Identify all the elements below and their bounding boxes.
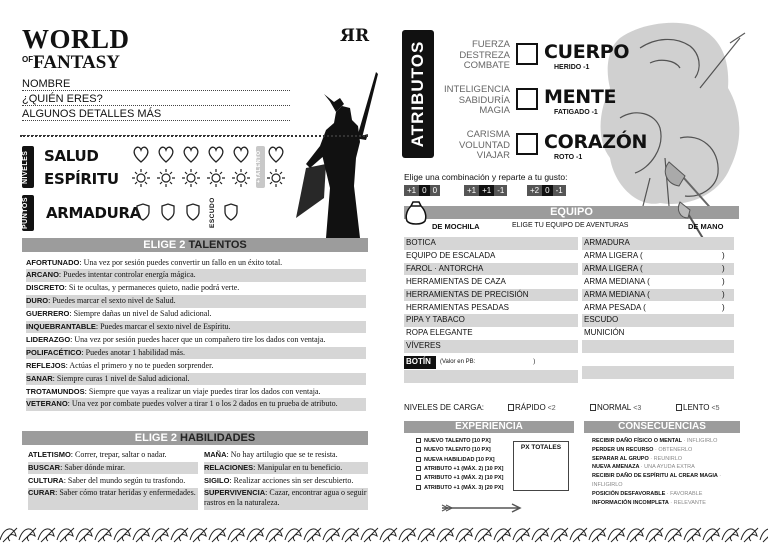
consecuencia-a: RECIBIR DAÑO FÍSICO O MENTAL	[592, 438, 682, 444]
habilidad-row[interactable]: SIGILO: Realizar acciones sin ser descubierto.	[204, 476, 354, 485]
habilidad-row[interactable]: CURAR: Saber cómo tratar heridas y enfermedades.	[28, 488, 198, 510]
talentos-header	[22, 238, 368, 252]
talento-row[interactable]: DURO: Puedes marcar el sexto nivel de Salud.	[26, 295, 366, 307]
decorative-border	[0, 524, 768, 545]
heart-icon	[159, 147, 173, 162]
mano-item-label: ARMA LIGERA (	[584, 263, 643, 273]
habilidad-row[interactable]: RELACIONES: Manipular en tu beneficio.	[204, 462, 368, 474]
habilidad-name: RELACIONES	[204, 463, 254, 472]
habilidades-header	[22, 431, 368, 445]
talento-desc: Una vez por combate puedes volver a tirar 1 o los 2 dados en tu prueba de atributo.	[71, 399, 338, 409]
logo-line2: FANTASY	[33, 52, 121, 73]
shield-icon	[162, 204, 174, 220]
mano-item-label: MUNICIÓN	[584, 328, 625, 338]
experiencia-item-label: NUEVO TALENTO [10 PX]	[424, 438, 491, 444]
atributo-value-box[interactable]	[516, 133, 538, 155]
mano-item[interactable]: ARMA LIGERA ( )	[584, 250, 725, 260]
talento-row[interactable]: INQUEBRANTABLE: Puedes marcar el sexto nivel de Espíritu.	[26, 321, 366, 333]
talento-desc: Puedes anotar 1 habilidad más.	[85, 347, 185, 357]
habilidad-desc: Correr, trepar, saltar o nadar.	[75, 450, 167, 459]
consecuencia-item	[592, 437, 717, 446]
mano-item-label: ARMADURA	[584, 238, 630, 247]
experiencia-item-label: ATRIBUTO +1 (MÁX. 3) [20 PX]	[424, 484, 504, 491]
talento-desc: Puedes marcar el sexto nivel de Espíritu.	[100, 322, 231, 331]
consecuencia-b: · REUNIRLO	[650, 455, 683, 462]
warrior-silhouette-icon	[296, 68, 384, 238]
consecuencia-b: · INFLIGIRLO	[683, 438, 718, 444]
talento-name: POLIFACÉTICO	[26, 347, 82, 357]
combo-value: -1	[553, 185, 566, 196]
atributo-sublabel: DESTREZA	[459, 49, 510, 61]
experiencia-item[interactable]	[416, 465, 503, 474]
px-totales-label: PX TOTALES	[520, 444, 562, 451]
consecuencia-b: ·	[719, 473, 722, 480]
checkbox-icon	[416, 485, 421, 490]
mano-item-label: ESCUDO	[584, 315, 619, 325]
divider	[20, 135, 368, 137]
atributo-condition: ROTO -1	[554, 154, 583, 161]
mano-item[interactable]: ARMA PESADA ( )	[584, 302, 725, 312]
sun-icon	[267, 169, 285, 187]
combo-value: 0	[542, 185, 552, 196]
atributo-sublabel: FUERZA	[472, 39, 510, 50]
mano-item-label: ARMA MEDIANA (	[584, 276, 650, 286]
mano-item[interactable]: ARMA MEDIANA ( )	[584, 276, 725, 286]
talento-name: LIDERAZGO	[26, 334, 71, 344]
talento-name: GUERRERO	[26, 309, 70, 319]
consecuencia-a: PERDER UN RECURSO	[592, 446, 654, 453]
atributo-name: MENTE	[544, 86, 617, 108]
habilidad-desc: Saber cómo tratar heridas y enfermedades.	[59, 488, 196, 497]
arrow-icon	[440, 503, 524, 513]
atributo-sublabels	[440, 130, 510, 162]
consecuencia-item	[592, 481, 623, 490]
mano-empty-row[interactable]	[582, 340, 734, 353]
talento-row[interactable]: REFLEJOS: Actúas el primero y no te pueden sorprender.	[26, 360, 214, 370]
habilidades-prefix: ELIGE 2	[134, 432, 177, 444]
sun-icon	[207, 169, 225, 187]
talentos-title: TALENTOS	[188, 239, 247, 251]
experiencia-item-label: ATRIBUTO +1 (MÁX. 2) [10 PX]	[424, 475, 504, 482]
quien-eres-label: ¿QUIÉN ERES?	[22, 93, 103, 105]
mochila-item[interactable]: PIPA Y TABACO	[404, 314, 578, 327]
habilidad-name: CURAR	[28, 488, 56, 497]
talento-name: VETERANO	[26, 399, 68, 409]
combo-value: 0	[419, 185, 429, 196]
carga-level[interactable]	[676, 403, 720, 412]
detalles-field[interactable]	[22, 108, 290, 121]
botin-note[interactable]: (Valor en PB: )	[440, 359, 536, 365]
mochila-empty-row[interactable]	[404, 370, 578, 383]
equipo-header: EQUIPO	[404, 206, 739, 219]
experiencia-item[interactable]	[416, 446, 491, 455]
consecuencia-item	[592, 472, 721, 481]
talento-desc: Puedes marcar el sexto nivel de Salud.	[52, 296, 176, 306]
checkbox-icon	[416, 466, 421, 471]
checkbox-icon	[676, 404, 682, 411]
habilidad-name: ATLETISMO	[28, 450, 71, 459]
sun-icon	[232, 169, 250, 187]
talento-name: AFORTUNADO	[26, 257, 80, 267]
heart-icon	[134, 147, 148, 162]
checkbox-icon	[416, 447, 421, 452]
experiencia-header: EXPERIENCIA	[404, 421, 574, 433]
habilidad-name: BUSCAR	[28, 463, 61, 472]
experiencia-item-label: NUEVA HABILIDAD [10 PX]	[424, 456, 495, 463]
combo-value: 0	[430, 185, 440, 196]
talento-row[interactable]: AFORTUNADO: Una vez por sesión puedes convertir un fallo en un éxito total.	[26, 257, 283, 267]
carga-level-label: NORMAL	[597, 403, 632, 412]
talento-desc: Siempre curas 1 nivel de Salud adicional.	[56, 373, 190, 383]
consecuencia-a: POSICIÓN DESFAVORABLE	[592, 490, 666, 497]
combo-label: Elige una combinación y reparte a tu gusto:	[404, 172, 568, 182]
logo-of: OF	[22, 55, 34, 64]
checkbox-icon	[416, 457, 421, 462]
atributo-sublabel: INTELIGENCIA	[444, 84, 510, 95]
habilidad-row[interactable]: SUPERVIVENCIA: Cazar, encontrar agua o seguir rastros en la naturaleza.	[204, 488, 368, 510]
espiritu-label: ESPÍRITU	[44, 170, 119, 188]
mano-empty-row[interactable]	[582, 353, 734, 366]
mano-item-label: ARMA PESADA (	[584, 302, 646, 312]
talento-row[interactable]: GUERRERO: Siempre dañas un nivel de Salud adicional.	[26, 309, 212, 319]
habilidad-desc: No hay artilugio que se te resista.	[230, 450, 338, 459]
carga-level[interactable]	[508, 403, 556, 412]
consecuencia-b: · FAVORABLE	[666, 490, 703, 497]
mochila-item[interactable]: VÍVERES	[404, 340, 578, 353]
talento-name: TROTAMUNDOS	[26, 386, 85, 396]
combo-option[interactable]	[527, 185, 566, 196]
shield-icon	[225, 204, 237, 220]
atributo-value-box[interactable]	[516, 88, 538, 110]
shield-icon	[137, 204, 149, 220]
talento-row[interactable]: SANAR: Siempre curas 1 nivel de Salud adicional.	[26, 373, 366, 385]
talento-row[interactable]: LIDERAZGO: Una vez por sesión puedes hacer que un compañero tire los dados con ventaja.	[26, 334, 326, 344]
atributo-sublabel: SABIDURÍA	[458, 94, 510, 106]
talento-name: INQUEBRANTABLE	[26, 322, 96, 331]
consecuencia-b: INFLIGIRLO	[592, 482, 623, 488]
mano-item-label: ARMA LIGERA (	[584, 250, 643, 260]
consecuencia-item	[592, 499, 706, 508]
espiritu-track	[132, 168, 292, 188]
talento-desc: Siempre dañas un nivel de Salud adicional.	[73, 309, 212, 319]
consecuencia-b: · OBTENERLO	[654, 446, 693, 453]
bag-icon	[403, 200, 429, 226]
consecuencia-item	[592, 490, 702, 499]
sun-icon	[157, 169, 175, 187]
escudo-tab: ESCUDO	[209, 198, 219, 228]
talento-row[interactable]: DISCRETO: Si te ocultas, y permaneces quieto, nadie podrá verte.	[26, 283, 240, 293]
px-totales-box[interactable]	[513, 441, 569, 491]
talento-name: ARCANO	[26, 270, 59, 280]
carga-label: NIVELES DE CARGA:	[404, 403, 485, 412]
habilidad-name: SIGILO	[204, 476, 230, 485]
botin-label: BOTÍN	[404, 356, 436, 369]
consecuencia-a: RECIBIR DAÑO DE ESPÍRITU AL CREAR MAGIA	[592, 473, 718, 480]
consecuencia-a: INFORMACIÓN INCOMPLETA	[592, 499, 669, 506]
atributo-sublabel: MAGIA	[479, 105, 510, 116]
talento-desc: Si te ocultas, y permaneces quieto, nadie podrá verte.	[68, 283, 240, 293]
habilidad-desc: Realizar acciones sin ser descubierto.	[233, 476, 354, 485]
talento-desc: Una vez por sesión puedes hacer que un compañero tire los dados con ventaja.	[74, 334, 326, 344]
talento-desc: Una vez por sesión puedes convertir un fallo en un éxito total.	[83, 257, 283, 267]
mochila-header: DE MOCHILA	[432, 222, 480, 231]
habilidad-row[interactable]: MAÑA: No hay artilugio que se te resista.	[204, 450, 338, 459]
talento-row[interactable]: VETERANO: Una vez por combate puedes volver a tirar 1 o los 2 dados en tu prueba de atributo.	[26, 398, 366, 410]
consecuencia-item	[592, 446, 692, 455]
mano-empty-row[interactable]	[582, 366, 734, 379]
quien-eres-field[interactable]	[22, 93, 290, 106]
habilidad-row[interactable]: CULTURA: Saber del mundo según tu trasfondo.	[28, 476, 186, 485]
rr-mark: ЯR	[340, 26, 370, 46]
consecuencia-a: SEPARAR AL GRUPO	[592, 455, 649, 462]
atributo-name: CUERPO	[544, 41, 630, 63]
atributo-sublabel: COMBATE	[463, 60, 510, 71]
carga-mark: <3	[633, 405, 642, 412]
combo-value: +1	[464, 185, 479, 196]
atributo-value-box[interactable]	[516, 43, 538, 65]
atributo-condition: HERIDO -1	[554, 64, 590, 71]
experiencia-item[interactable]	[416, 437, 491, 446]
atributo-sublabels	[440, 85, 510, 117]
heart-icon	[184, 147, 198, 162]
logo-line1: WORLD	[22, 24, 130, 54]
carga-level-label: LENTO	[683, 403, 710, 412]
detalles-label: ALGUNOS DETALLES MÁS	[22, 108, 162, 120]
carga-level-label: RÁPIDO	[515, 403, 546, 412]
talentos-prefix: ELIGE 2	[143, 239, 186, 251]
botin-note-text: (Valor en PB:	[440, 359, 476, 365]
consecuencia-b: · RELEVANTE	[670, 499, 706, 506]
habilidad-desc: Manipular en tu beneficio.	[257, 463, 343, 472]
sun-icon	[132, 169, 150, 187]
carga-mark: <5	[711, 405, 720, 412]
talento-row[interactable]: POLIFACÉTICO: Puedes anotar 1 habilidad más.	[26, 347, 366, 359]
habilidad-row[interactable]: BUSCAR: Saber dónde mirar.	[28, 462, 198, 474]
mano-header: DE MANO	[688, 222, 724, 231]
checkbox-icon	[416, 475, 421, 480]
combo-value: -1	[494, 185, 507, 196]
habilidad-row[interactable]: ATLETISMO: Correr, trepar, saltar o nadar.	[28, 450, 167, 459]
nombre-field[interactable]	[22, 78, 290, 91]
mano-item[interactable]: ARMA LIGERA ( )	[582, 263, 734, 276]
combo-option[interactable]	[404, 185, 440, 196]
mano-item-label: ARMA MEDIANA (	[584, 289, 650, 299]
habilidad-desc: Saber dónde mirar.	[64, 463, 125, 472]
atributos-tab-label: ATRIBUTOS	[408, 40, 427, 148]
heart-icon	[234, 147, 248, 162]
experiencia-item[interactable]	[416, 456, 495, 465]
atributo-sublabel: VOLUNTAD	[458, 139, 510, 151]
habilidad-name: CULTURA	[28, 476, 64, 485]
logo	[22, 26, 132, 72]
atributo-sublabel: VIAJAR	[476, 150, 510, 161]
talento-tab: +TALENTO	[256, 146, 265, 188]
heart-icon	[269, 147, 283, 162]
atributos-tab	[402, 30, 434, 158]
consecuencia-item	[592, 463, 695, 472]
elige-equipo-header: ELIGE TU EQUIPO DE AVENTURAS	[512, 222, 629, 229]
combo-value: +2	[527, 185, 542, 196]
consecuencia-item	[592, 455, 682, 464]
carga-mark: <2	[547, 405, 556, 412]
talento-name: DISCRETO	[26, 283, 65, 293]
talento-name: DURO	[26, 296, 49, 306]
mochila-item[interactable]: HERRAMIENTAS PESADAS	[406, 302, 509, 312]
shield-icon	[187, 204, 199, 220]
consecuencia-b: · UNA AYUDA EXTRA	[640, 464, 695, 471]
mano-item[interactable]	[582, 314, 734, 327]
atributo-sublabel: CARISMA	[466, 129, 510, 140]
mano-item[interactable]	[582, 327, 734, 340]
mano-item[interactable]: ARMA MEDIANA ( )	[582, 289, 734, 302]
talento-desc: Siempre que vayas a realizar un viaje puedes tirar los dados con ventaja.	[88, 386, 321, 396]
mochila-item[interactable]: EQUIPO DE ESCALADA	[406, 250, 496, 260]
talento-desc: Actúas el primero y no te pueden sorprender.	[69, 360, 214, 370]
armadura-track	[134, 203, 244, 223]
mochila-item[interactable]: BOTICA	[404, 237, 578, 250]
mochila-item[interactable]: HERRAMIENTAS DE PRECISIÓN	[404, 289, 578, 302]
armadura-label: ARMADURA	[46, 204, 142, 222]
salud-label: SALUD	[44, 147, 99, 165]
checkbox-icon	[590, 404, 596, 411]
mochila-item[interactable]: ROPA ELEGANTE	[406, 328, 473, 338]
heart-icon	[209, 147, 223, 162]
nombre-label: NOMBRE	[22, 78, 71, 90]
puntos-tab: PUNTOS	[22, 195, 34, 231]
talento-name: REFLEJOS	[26, 360, 66, 370]
talento-name: SANAR	[26, 373, 53, 383]
checkbox-icon	[508, 404, 514, 411]
experiencia-item[interactable]	[416, 484, 503, 493]
consecuencia-a: NUEVA AMENAZA	[592, 464, 640, 471]
combo-value: +1	[404, 185, 419, 196]
atributo-name: CORAZÓN	[544, 131, 648, 153]
mochila-item[interactable]: FAROL · ANTORCHA	[404, 263, 578, 276]
carga-level[interactable]	[590, 403, 641, 412]
habilidad-desc: Cazar, encontrar agua o seguir rastros en la naturaleza.	[204, 488, 367, 507]
talento-row[interactable]: TROTAMUNDOS: Siempre que vayas a realizar un viaje puedes tirar los dados con ventaja.	[26, 386, 321, 396]
mano-item[interactable]	[582, 237, 734, 250]
sun-icon	[182, 169, 200, 187]
combo-value: +1	[479, 185, 494, 196]
talento-row[interactable]: ARCANO: Puedes intentar controlar energía mágica.	[26, 269, 366, 281]
experiencia-item-label: NUEVO TALENTO [10 PX]	[424, 447, 491, 454]
atributo-condition: FATIGADO -1	[554, 109, 598, 116]
salud-track	[132, 145, 292, 165]
habilidades-title: HABILIDADES	[180, 432, 256, 444]
talento-desc: Puedes intentar controlar energía mágica.	[63, 270, 196, 280]
combo-option[interactable]	[464, 185, 507, 196]
consecuencias-header: CONSECUENCIAS	[584, 421, 740, 433]
atributo-sublabels	[440, 40, 510, 72]
habilidad-name: MAÑA	[204, 450, 227, 459]
experiencia-item-label: ATRIBUTO +1 (MÁX. 2) [10 PX]	[424, 465, 504, 472]
habilidad-desc: Saber del mundo según tu trasfondo.	[67, 476, 186, 485]
experiencia-item[interactable]	[416, 474, 503, 483]
mochila-item[interactable]: HERRAMIENTAS DE CAZA	[406, 276, 506, 286]
habilidad-name: SUPERVIVENCIA	[204, 488, 266, 497]
niveles-tab: NIVELES	[22, 146, 34, 188]
checkbox-icon	[416, 438, 421, 443]
